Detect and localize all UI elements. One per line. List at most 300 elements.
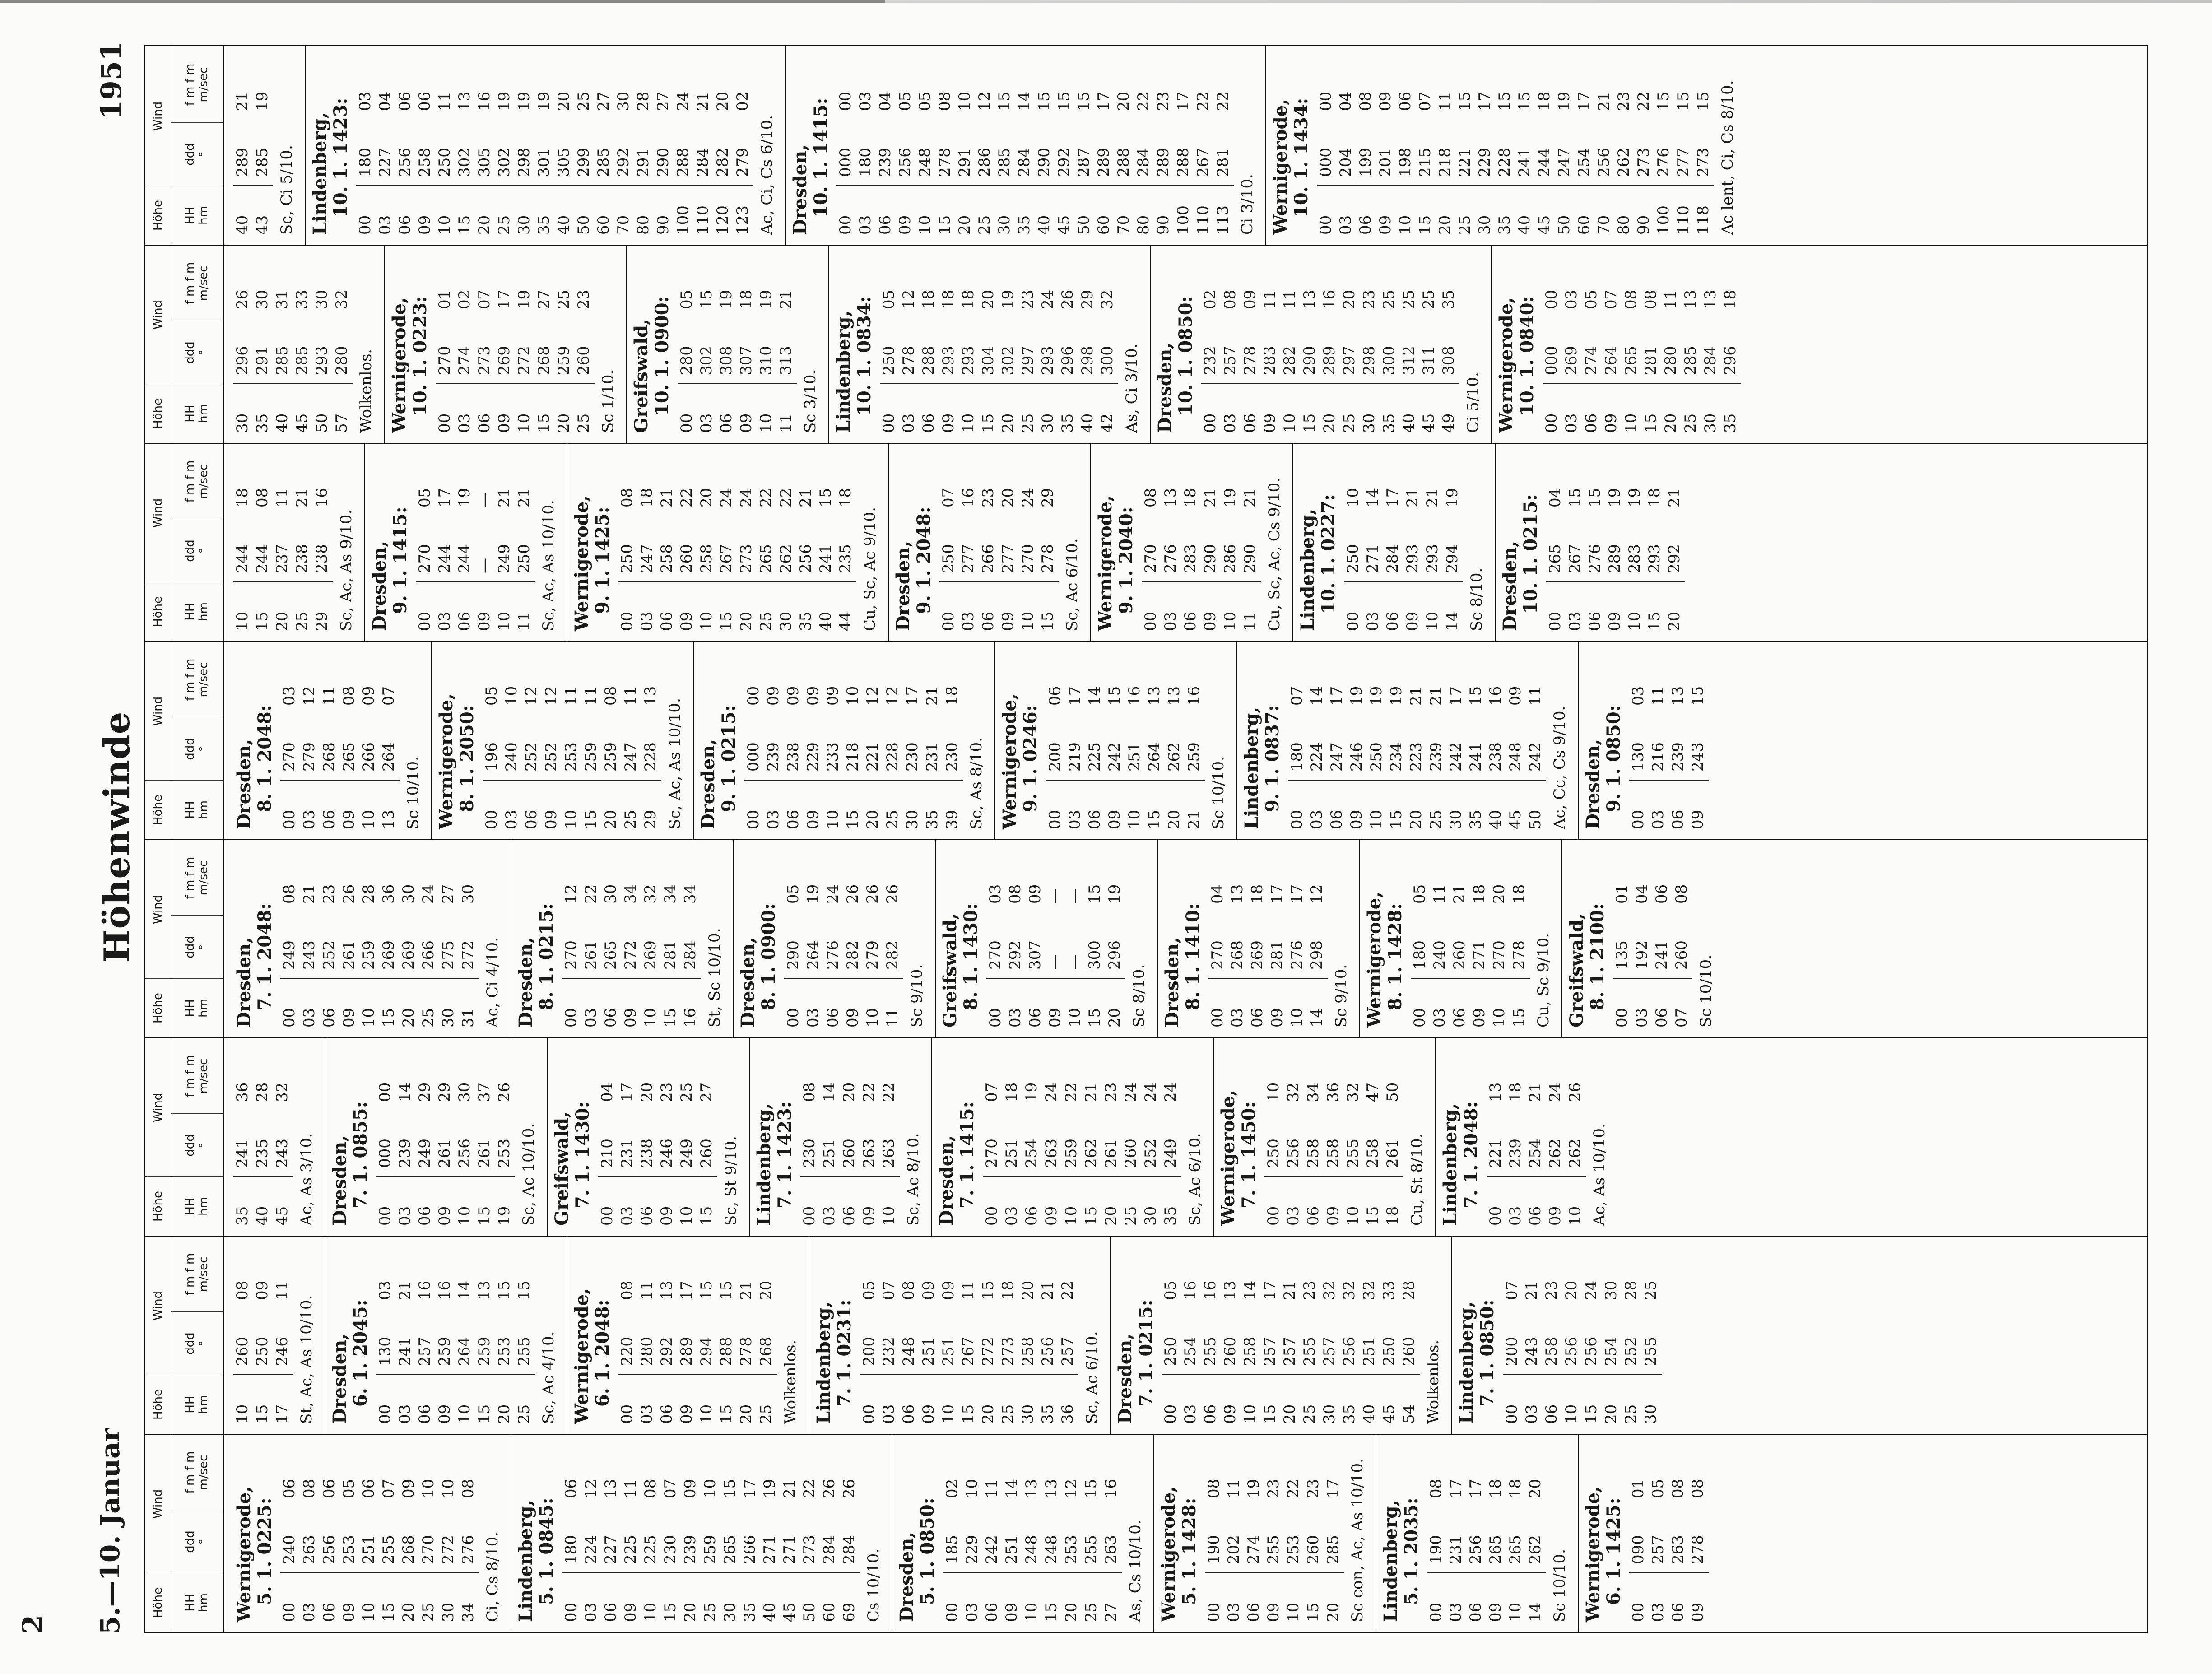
direction-value: 254 xyxy=(1575,148,1593,177)
direction-value: 270 xyxy=(1142,544,1160,573)
speed-value: 25 xyxy=(678,1082,696,1102)
height-value: 03 xyxy=(455,413,474,433)
height-value: 09 xyxy=(939,413,957,433)
block-separator xyxy=(1090,444,1091,641)
station-name: Dresden, xyxy=(1582,739,1603,829)
direction-value: 250 xyxy=(1380,1337,1398,1366)
direction-value: 235 xyxy=(836,544,855,573)
height-value: 06 xyxy=(1543,1404,1561,1424)
header-ddd-deg xyxy=(171,519,223,582)
height-value: 30 xyxy=(1320,1404,1338,1424)
direction-value: 250 xyxy=(939,544,957,573)
height-value: 09 xyxy=(416,215,434,235)
speed-value: 08 xyxy=(1205,1479,1223,1498)
direction-value: 258 xyxy=(658,544,676,573)
height-value: 15 xyxy=(253,611,271,631)
height-value: 10 xyxy=(1490,1008,1508,1028)
direction-value: 221 xyxy=(864,742,882,772)
header-fmfm: f m f m xyxy=(183,1055,197,1097)
header-deg: ° xyxy=(196,1340,210,1347)
height-value: 45 xyxy=(273,1206,291,1226)
header-msec: m/sec xyxy=(196,860,210,896)
direction-value: 262 xyxy=(1615,148,1633,177)
direction-value: 190 xyxy=(1427,1535,1445,1564)
height-value: 21 xyxy=(1185,809,1203,829)
speed-value: 20 xyxy=(1490,884,1508,904)
speed-value: 18 xyxy=(1510,884,1528,904)
height-value: 00 xyxy=(1208,1008,1227,1028)
height-value: 50 xyxy=(1075,215,1093,235)
height-value: 20 xyxy=(1106,1008,1124,1028)
speed-value: 19 xyxy=(455,488,474,507)
cloud-note: Sc 8/10. xyxy=(1130,964,1148,1028)
speed-value: 05 xyxy=(896,91,914,111)
speed-value: 17 xyxy=(1324,1479,1342,1498)
height-value: 50 xyxy=(1555,215,1573,235)
direction-value: 281 xyxy=(1642,346,1660,375)
header-hoehe: Höhe xyxy=(145,781,171,839)
height-value: 06 xyxy=(1526,1206,1544,1226)
block-separator xyxy=(1578,1435,1579,1632)
observation-time: 5. 1. 0845: xyxy=(536,1497,557,1605)
direction-value: 249 xyxy=(678,1139,696,1168)
direction-value: 279 xyxy=(300,742,318,772)
direction-value: 256 xyxy=(896,148,914,177)
cloud-note: Sc, Ac, As 10/10. xyxy=(666,698,684,829)
speed-value: 15 xyxy=(697,289,716,309)
row-divider xyxy=(416,581,535,582)
speed-value: 25 xyxy=(1380,289,1398,309)
speed-value: 12 xyxy=(1062,1479,1080,1498)
height-value: 03 xyxy=(300,1008,318,1028)
direction-value: 291 xyxy=(253,346,271,375)
header-hm: hm xyxy=(196,800,210,819)
speed-value: 23 xyxy=(575,289,593,309)
speed-value: 13 xyxy=(1682,289,1700,309)
height-value: 10 xyxy=(1626,611,1644,631)
header-fmfm: f m f m xyxy=(183,63,197,106)
header-hm: hm xyxy=(196,206,210,225)
speed-value: 22 xyxy=(1062,1082,1080,1102)
speed-value: 36 xyxy=(380,884,398,904)
direction-value: 260 xyxy=(1122,1139,1140,1168)
speed-value: 15 xyxy=(995,91,1013,111)
header-divider xyxy=(171,1311,223,1312)
direction-value: 200 xyxy=(1503,1337,1521,1366)
height-value: 00 xyxy=(618,611,636,631)
direction-value: 231 xyxy=(1447,1535,1465,1564)
height-value: 45 xyxy=(781,1602,799,1622)
speed-value: 08 xyxy=(1689,1479,1707,1498)
speed-value: 08 xyxy=(300,1479,318,1498)
speed-value: 21 xyxy=(1407,686,1425,706)
header-hoehe: Höhe xyxy=(145,582,171,641)
direction-value: 299 xyxy=(575,148,593,177)
direction-value: 239 xyxy=(764,742,782,772)
height-value: 10 xyxy=(1566,1206,1584,1226)
station-name: Lindenberg, xyxy=(1456,1301,1477,1424)
height-value: 10 xyxy=(1288,1008,1306,1028)
direction-value: 268 xyxy=(535,346,553,375)
speed-value: 28 xyxy=(634,91,652,111)
header-hm: hm xyxy=(196,1593,210,1612)
direction-value: 180 xyxy=(562,1535,580,1564)
speed-value: 28 xyxy=(253,1082,271,1102)
header-ddd-deg xyxy=(171,1114,223,1177)
speed-value: 08 xyxy=(1357,91,1375,111)
header-ddd-deg xyxy=(171,321,223,384)
direction-value: 199 xyxy=(1357,148,1375,177)
direction-value: 258 xyxy=(1324,1139,1342,1168)
table-column xyxy=(145,46,2147,245)
speed-value: 11 xyxy=(622,1479,640,1498)
speed-value: 21 xyxy=(1281,1280,1299,1300)
speed-value: 25 xyxy=(575,91,593,111)
speed-value: 08 xyxy=(800,1082,818,1102)
station-name: Dresden, xyxy=(233,937,255,1028)
speed-value: 06 xyxy=(320,1479,338,1498)
speed-value: 18 xyxy=(1181,488,1199,507)
block-separator xyxy=(547,1038,548,1236)
height-value: 17 xyxy=(273,1404,291,1424)
header-fmfm: f m f m xyxy=(183,262,197,305)
speed-value: 02 xyxy=(455,289,474,309)
speed-value: 11 xyxy=(1225,1479,1243,1498)
speed-value: 12 xyxy=(976,91,994,111)
speed-value: 04 xyxy=(1337,91,1355,111)
speed-value: 13 xyxy=(1162,488,1180,507)
direction-value: 261 xyxy=(1384,1139,1402,1168)
height-value: 25 xyxy=(622,809,640,829)
speed-value: 11 xyxy=(1281,289,1299,309)
speed-value: 19 xyxy=(1106,884,1124,904)
column-body xyxy=(224,246,2147,443)
observation-time: 7. 1. 1450: xyxy=(1238,1101,1259,1209)
direction-value: 272 xyxy=(979,1337,997,1366)
speed-value: 18 xyxy=(1506,1479,1524,1498)
direction-value: 227 xyxy=(602,1535,620,1564)
speed-value: 16 xyxy=(1487,686,1505,706)
height-value: 10 xyxy=(233,611,251,631)
direction-value: 238 xyxy=(313,544,331,573)
direction-value: 218 xyxy=(1436,148,1454,177)
header-hh-hm xyxy=(171,781,223,839)
height-value: 19 xyxy=(495,1206,513,1226)
direction-value: 259 xyxy=(582,742,600,772)
speed-value: 03 xyxy=(356,91,374,111)
observation-time: 9. 1. 0850: xyxy=(1603,705,1624,812)
speed-value: 29 xyxy=(416,1082,434,1102)
header-fmfm: f m f m xyxy=(183,1451,197,1494)
header-hh: HH xyxy=(183,999,197,1017)
observation-time: 9. 1. 0246: xyxy=(1020,705,1041,812)
station-name: Dresden, xyxy=(369,540,390,631)
header-hh-hm xyxy=(171,1177,223,1236)
height-value: 25 xyxy=(495,215,513,235)
observation-time: 9. 1. 2040: xyxy=(1115,507,1137,614)
height-value: 00 xyxy=(1613,1008,1631,1028)
direction-value: 266 xyxy=(741,1535,759,1564)
height-value: 49 xyxy=(1440,413,1458,433)
direction-value: 253 xyxy=(1062,1535,1080,1564)
row-divider xyxy=(1411,978,1530,979)
speed-value: 11 xyxy=(1431,884,1449,904)
direction-value: 268 xyxy=(1228,940,1246,970)
direction-value: 256 xyxy=(1582,1337,1600,1366)
speed-value: 01 xyxy=(436,289,454,309)
height-value: 10 xyxy=(916,215,934,235)
height-value: 15 xyxy=(1304,1602,1322,1622)
height-value: 45 xyxy=(293,413,311,433)
direction-value: 293 xyxy=(1423,544,1441,573)
speed-value: 16 xyxy=(1181,1280,1199,1300)
direction-value: 269 xyxy=(380,940,398,970)
direction-value: 225 xyxy=(622,1535,640,1564)
speed-value: 29 xyxy=(1078,289,1097,309)
direction-value: 271 xyxy=(1364,544,1382,573)
speed-value: 14 xyxy=(1086,686,1104,706)
speed-value: 17 xyxy=(1447,686,1465,706)
direction-value: 256 xyxy=(1595,148,1613,177)
height-value: 09 xyxy=(1546,1206,1564,1226)
speed-value: 11 xyxy=(562,686,580,706)
speed-value: 05 xyxy=(1411,884,1429,904)
station-name: Wernigerode, xyxy=(571,1288,592,1424)
height-value: 14 xyxy=(1308,1008,1326,1028)
direction-value: 265 xyxy=(1487,1535,1505,1564)
speed-value: 22 xyxy=(777,488,795,507)
height-value: 80 xyxy=(1615,215,1633,235)
height-value: 06 xyxy=(1086,809,1104,829)
direction-value: 279 xyxy=(864,940,882,970)
height-value: 15 xyxy=(1387,809,1405,829)
height-value: 03 xyxy=(1431,1008,1449,1028)
direction-value: 296 xyxy=(1059,346,1077,375)
speed-value: 05 xyxy=(1582,289,1600,309)
height-value: 03 xyxy=(900,413,918,433)
height-value: 25 xyxy=(883,809,902,829)
direction-value: 231 xyxy=(923,742,941,772)
cloud-note: Cs 10/10. xyxy=(864,1548,883,1622)
speed-value: 13 xyxy=(475,1280,493,1300)
direction-value: 258 xyxy=(1304,1139,1322,1168)
speed-value: 15 xyxy=(1106,686,1124,706)
height-value: 03 xyxy=(1566,611,1584,631)
direction-value: 289 xyxy=(233,148,251,177)
height-value: 60 xyxy=(820,1602,838,1622)
speed-value: 17 xyxy=(1174,91,1192,111)
height-value: 10 xyxy=(436,215,454,235)
speed-value: 21 xyxy=(1201,488,1219,507)
direction-value: 239 xyxy=(876,148,894,177)
header-ddd: ddd xyxy=(183,1530,197,1553)
height-value: 03 xyxy=(697,413,716,433)
speed-value: 07 xyxy=(1416,91,1434,111)
speed-value: 02 xyxy=(734,91,752,111)
header-hh-hm xyxy=(171,1573,223,1632)
speed-value: 26 xyxy=(820,1479,838,1498)
direction-value: 248 xyxy=(1022,1535,1041,1564)
speed-value: 16 xyxy=(475,91,493,111)
height-value: 06 xyxy=(983,1602,1001,1622)
header-deg: ° xyxy=(196,1539,210,1545)
direction-value: 308 xyxy=(1440,346,1458,375)
direction-value: 276 xyxy=(1586,544,1604,573)
direction-value: 252 xyxy=(320,940,338,970)
direction-value: 241 xyxy=(396,1337,414,1366)
row-divider xyxy=(1205,1572,1344,1573)
height-value: 06 xyxy=(1669,1602,1687,1622)
speed-value: 12 xyxy=(542,686,560,706)
speed-value: 04 xyxy=(1633,884,1651,904)
direction-value: 241 xyxy=(1467,742,1485,772)
observation-time: 8. 1. 0900: xyxy=(758,903,779,1010)
height-value: 09 xyxy=(1046,1008,1064,1028)
height-value: 15 xyxy=(1416,215,1434,235)
height-value: 00 xyxy=(1427,1602,1445,1622)
row-divider xyxy=(1201,383,1459,384)
speed-value: 15 xyxy=(817,488,835,507)
speed-value: 18 xyxy=(233,488,251,507)
direction-value: — xyxy=(475,558,493,573)
height-value: 10 xyxy=(1066,1008,1084,1028)
header-fm-msec xyxy=(171,1237,223,1312)
height-value: 03 xyxy=(638,611,656,631)
direction-value: 250 xyxy=(618,544,636,573)
cloud-note: Sc 10/10. xyxy=(1551,1549,1569,1622)
direction-value: 259 xyxy=(1185,742,1203,772)
height-value: 06 xyxy=(1467,1602,1485,1622)
height-value: 70 xyxy=(1115,215,1133,235)
header-ddd: ddd xyxy=(183,143,197,166)
height-value: 25 xyxy=(1301,1404,1319,1424)
height-value: 03 xyxy=(1162,611,1180,631)
header-divider xyxy=(171,122,223,123)
height-value: 40 xyxy=(817,611,835,631)
speed-value: 06 xyxy=(396,91,414,111)
height-value: 11 xyxy=(777,413,795,433)
block-separator xyxy=(1491,246,1492,443)
speed-value: 11 xyxy=(638,1280,656,1300)
height-value: 25 xyxy=(999,1404,1017,1424)
column-body xyxy=(224,444,2147,641)
speed-value: 03 xyxy=(1629,686,1647,706)
station-name: Wernigerode, xyxy=(1582,1486,1603,1622)
direction-value: 259 xyxy=(475,1337,493,1366)
direction-value: 261 xyxy=(340,940,358,970)
station-name: Wernigerode, xyxy=(436,693,457,829)
height-value: 15 xyxy=(936,215,954,235)
height-value: 20 xyxy=(495,1404,513,1424)
header-hh: HH xyxy=(183,405,197,423)
height-value: 03 xyxy=(804,1008,822,1028)
speed-value: 13 xyxy=(1022,1479,1041,1498)
block-separator xyxy=(1435,1038,1436,1236)
observation-time: 10. 1. 1434: xyxy=(1291,98,1312,218)
speed-value: 07 xyxy=(939,488,957,507)
station-name: Dresden, xyxy=(1162,937,1183,1028)
speed-value: 32 xyxy=(333,289,351,309)
direction-value: 268 xyxy=(757,1337,775,1366)
height-value: 45 xyxy=(1055,215,1073,235)
speed-value: 23 xyxy=(658,1082,676,1102)
speed-value: 09 xyxy=(824,686,842,706)
direction-value: 252 xyxy=(522,742,540,772)
direction-value: 238 xyxy=(293,544,311,573)
height-value: 03 xyxy=(502,809,520,829)
height-value: 123 xyxy=(734,205,752,235)
height-value: 50 xyxy=(1526,809,1544,829)
height-value: 03 xyxy=(1649,1602,1667,1622)
height-value: 00 xyxy=(598,1206,616,1226)
direction-value: 180 xyxy=(356,148,374,177)
height-value: 10 xyxy=(1241,1404,1259,1424)
speed-value: 17 xyxy=(436,488,454,507)
cloud-note: Sc, As 8/10. xyxy=(967,737,985,829)
direction-value: 270 xyxy=(983,1139,1001,1168)
direction-value: 285 xyxy=(293,346,311,375)
direction-value: 227 xyxy=(376,148,394,177)
station-name: Wernigerode, xyxy=(571,495,592,631)
cloud-note: Cu, St 8/10. xyxy=(1408,1133,1426,1226)
speed-value: 19 xyxy=(1555,91,1573,111)
direction-value: 277 xyxy=(999,544,1017,573)
direction-value: 298 xyxy=(1308,940,1326,970)
direction-value: 251 xyxy=(360,1535,378,1564)
speed-value: 29 xyxy=(1039,488,1057,507)
cloud-note: Sc, Ac 10/10. xyxy=(520,1123,538,1226)
height-value: 09 xyxy=(1470,1008,1488,1028)
header-hh-hm xyxy=(171,384,223,443)
height-value: 06 xyxy=(1586,611,1604,631)
speed-value: 09 xyxy=(1241,289,1259,309)
direction-value: 243 xyxy=(300,940,318,970)
direction-value: 273 xyxy=(1635,148,1653,177)
height-value: 20 xyxy=(737,1404,755,1424)
direction-value: 260 xyxy=(1221,1337,1239,1366)
direction-value: 300 xyxy=(1086,940,1104,970)
speed-value: 08 xyxy=(602,686,620,706)
speed-value: 25 xyxy=(1400,289,1418,309)
speed-value: 00 xyxy=(376,1082,394,1102)
header-hh-hm xyxy=(171,582,223,641)
speed-value: 22 xyxy=(1194,91,1212,111)
height-value: 06 xyxy=(824,1008,842,1028)
speed-value: 12 xyxy=(562,884,580,904)
header-hoehe: Höhe xyxy=(145,979,171,1037)
height-value: 54 xyxy=(1400,1404,1418,1424)
direction-value: 216 xyxy=(1649,742,1667,772)
direction-value: 287 xyxy=(1075,148,1093,177)
height-value: 15 xyxy=(1082,1206,1100,1226)
speed-value: 22 xyxy=(678,488,696,507)
speed-value: 15 xyxy=(721,1479,739,1498)
speed-value: 21 xyxy=(233,91,251,111)
height-value: 40 xyxy=(761,1602,779,1622)
observation-time: 9. 1. 0215: xyxy=(718,705,739,812)
speed-value: 15 xyxy=(1035,91,1053,111)
speed-value: 17 xyxy=(1066,686,1084,706)
height-value: 09 xyxy=(1201,611,1219,631)
speed-value: 11 xyxy=(273,1280,291,1300)
year: 1951 xyxy=(95,42,128,120)
speed-value: 18 xyxy=(1003,1082,1021,1102)
speed-value: 30 xyxy=(614,91,632,111)
height-value: 20 xyxy=(1602,1404,1620,1424)
cloud-note: Sc, Ac 6/10. xyxy=(1063,538,1081,631)
speed-value: 11 xyxy=(983,1479,1001,1498)
speed-value: 22 xyxy=(757,488,775,507)
